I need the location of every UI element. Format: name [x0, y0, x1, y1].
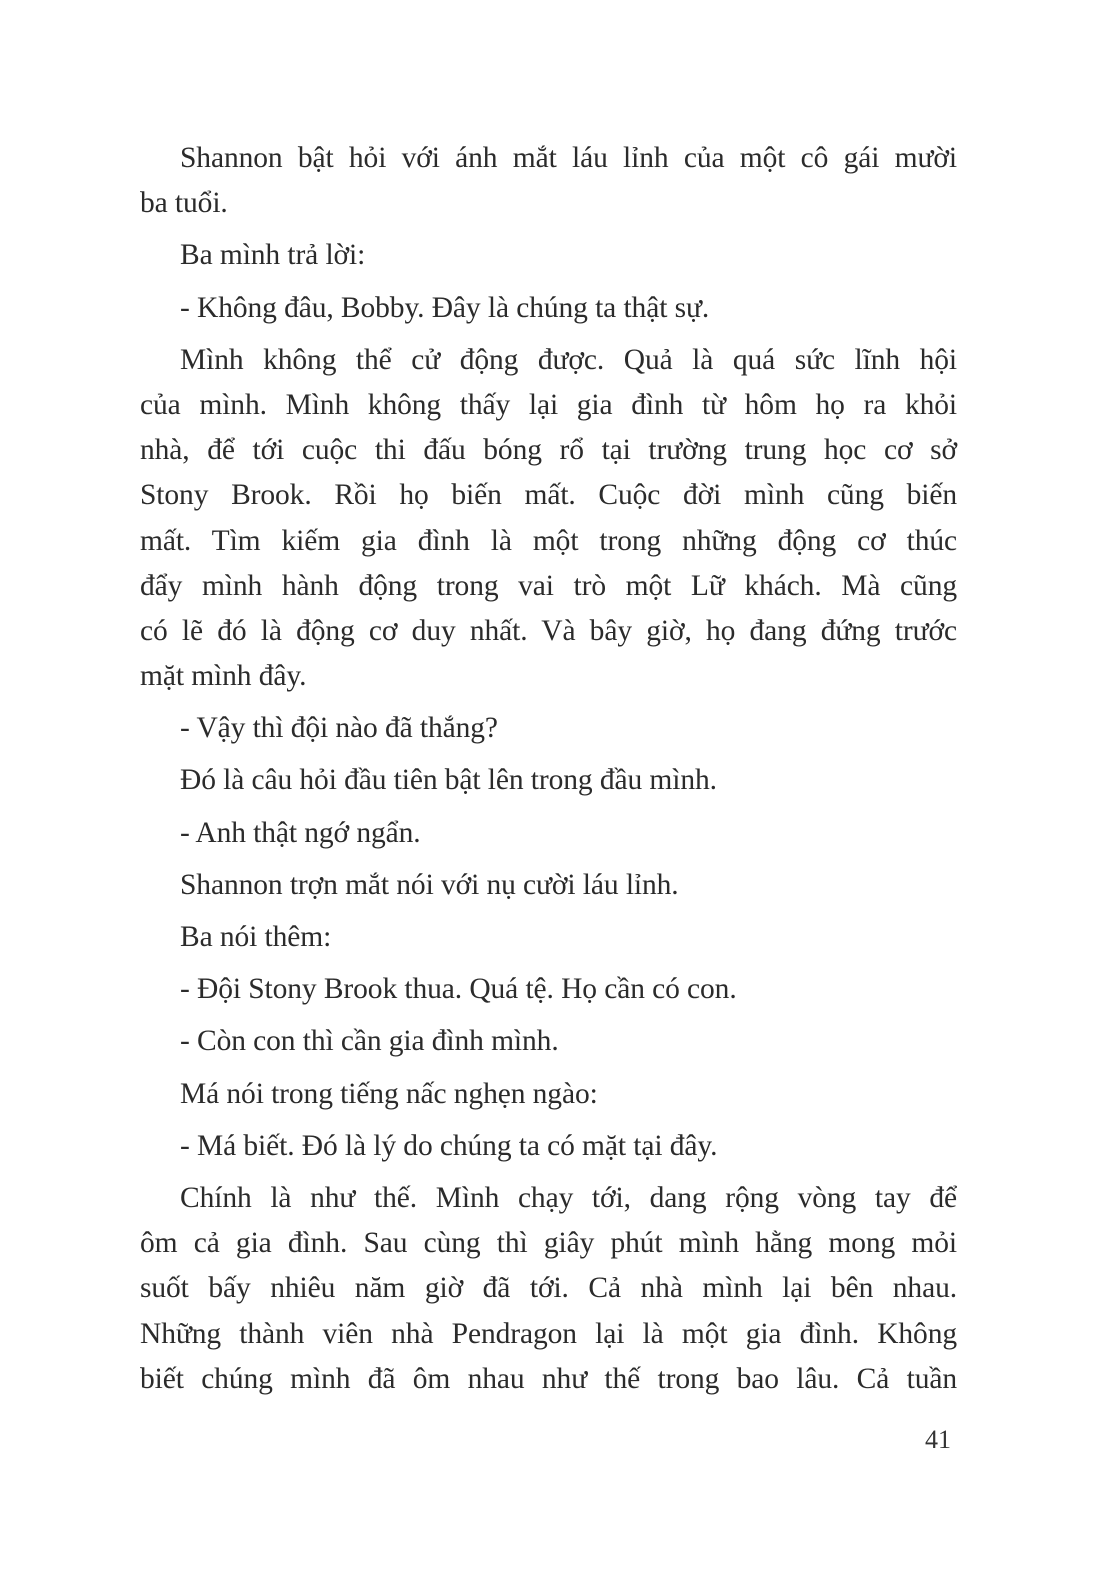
dialogue-paragraph	[140, 967, 957, 1012]
text-line: - Không đâu, Bobby. Đây là chúng ta thật sự.	[180, 291, 710, 324]
dialogue-paragraph	[140, 811, 957, 856]
paragraph	[140, 338, 957, 700]
dialogue-paragraph	[140, 286, 957, 331]
text-line: nhà, để tới cuộc thi đấu bóng rổ tại trường trung học cơ sở	[140, 434, 957, 467]
text-line: Chính là như thế. Mình chạy tới, dang rộng vòng tay để	[180, 1181, 957, 1214]
text-line: - Anh thật ngớ ngẩn.	[180, 816, 421, 849]
text-line: Ba nói thêm:	[180, 921, 332, 953]
text-line: mất. Tìm kiếm gia đình là một trong những động cơ thúc	[140, 524, 957, 557]
text-line: Mình không thể cử động được. Quả là quá sức lĩnh hội	[180, 343, 957, 376]
text-line: đẩy mình hành động trong vai trò một Lữ khách. Mà cũng	[140, 569, 957, 602]
text-line: - Còn con thì cần gia đình mình.	[180, 1025, 559, 1058]
text-line: Những thành viên nhà Pendragon lại là một gia đình. Không	[140, 1317, 957, 1350]
text-line: Shannon bật hỏi với ánh mắt láu lỉnh của một cô gái mười	[180, 142, 957, 174]
text-line: Stony Brook. Rồi họ biến mất. Cuộc đời mình cũng biến	[140, 479, 957, 512]
dialogue-paragraph	[140, 1019, 957, 1064]
paragraph	[140, 915, 957, 960]
text-line: Ba mình trả lời:	[180, 239, 366, 272]
text-line: của mình. Mình không thấy lại gia đình từ hôm họ ra khỏi	[140, 388, 957, 421]
text-line: - Vậy thì đội nào đã thắng?	[180, 712, 498, 745]
text-line: - Má biết. Đó là lý do chúng ta có mặt tại đây.	[180, 1129, 718, 1162]
paragraph	[140, 233, 957, 278]
paragraph	[140, 1072, 957, 1117]
page-body	[140, 136, 957, 1402]
text-line: mặt mình đây.	[140, 660, 307, 693]
text-line: Má nói trong tiếng nấc nghẹn ngào:	[180, 1077, 598, 1110]
paragraph	[140, 136, 957, 226]
paragraph	[140, 758, 957, 803]
dialogue-paragraph	[140, 1124, 957, 1169]
text-line: Đó là câu hỏi đầu tiên bật lên trong đầu mình.	[180, 764, 717, 797]
page-number: 41	[925, 1425, 951, 1454]
text-line: biết chúng mình đã ôm nhau như thế trong bao lâu. Cả tuần	[140, 1362, 957, 1395]
text-line: ba tuổi.	[140, 187, 228, 220]
paragraph	[140, 1176, 957, 1402]
dialogue-paragraph	[140, 706, 957, 751]
text-line: Shannon trợn mắt nói với nụ cười láu lỉnh.	[180, 868, 679, 901]
paragraph	[140, 863, 957, 908]
text-line: ôm cả gia đình. Sau cùng thì giây phút mình hằng mong mỏi	[140, 1227, 957, 1260]
text-line: có lẽ đó là động cơ duy nhất. Và bây giờ, họ đang đứng trước	[140, 614, 957, 647]
text-line: - Đội Stony Brook thua. Quá tệ. Họ cần có con.	[180, 973, 737, 1006]
text-line: suốt bấy nhiêu năm giờ đã tới. Cả nhà mình lại bên nhau.	[140, 1272, 957, 1305]
